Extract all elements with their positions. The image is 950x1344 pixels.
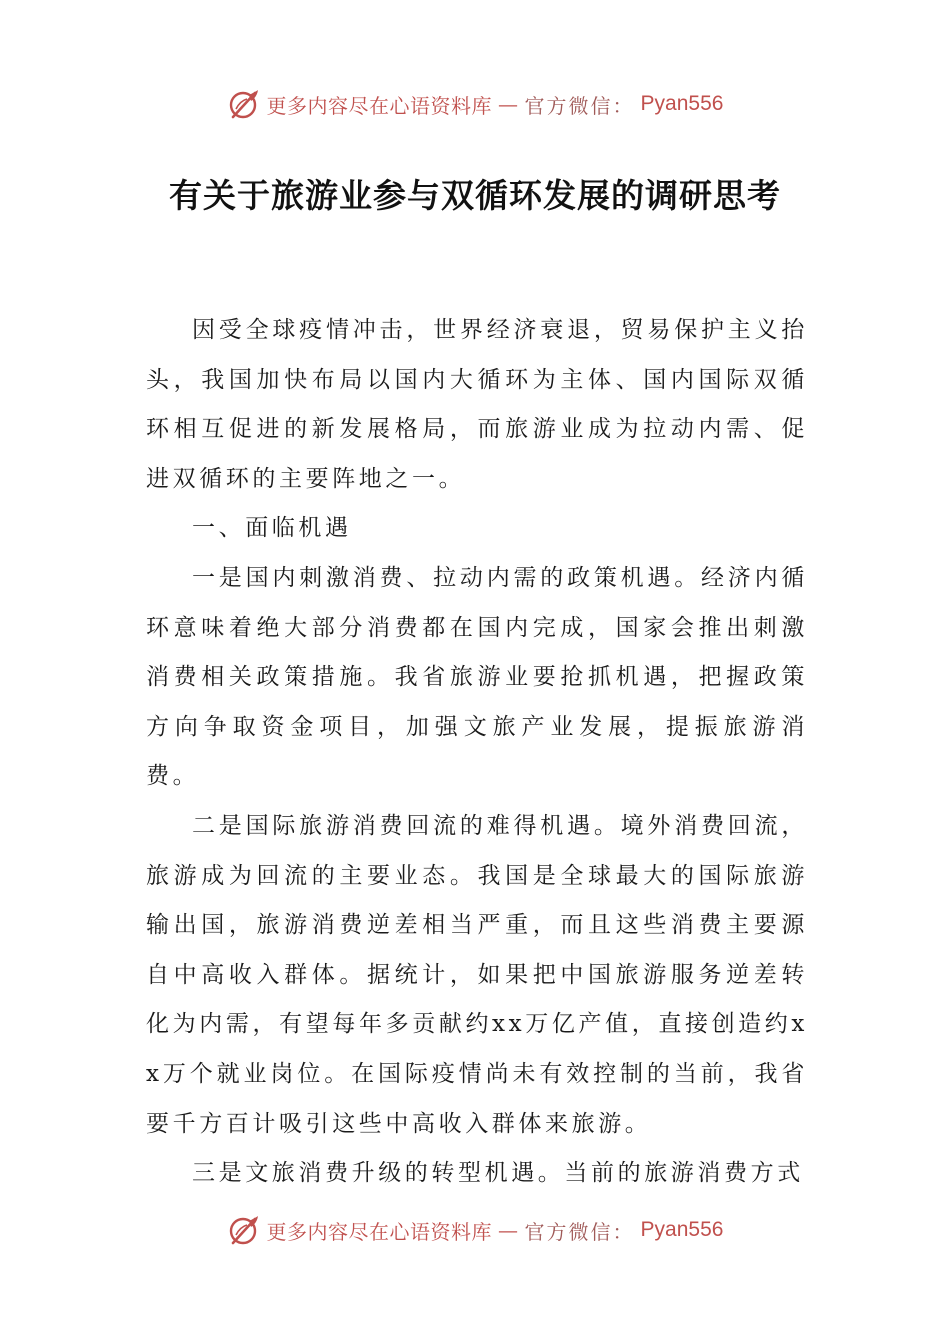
document-title: 有关于旅游业参与双循环发展的调研思考: [169, 176, 781, 215]
paragraph-opportunity-2: 二是国际旅游消费回流的难得机遇。境外消费回流，旅游成为回流的主要业态。我国是全球最大的国际旅游输出国，旅游消费逆差相当严重，而且这些消费主要源自中高收入群体。据统计，如果把中国旅游服务逆差转化为内需，有望每年多贡献约xx万亿产值，直接创造约xx万个就业岗位。在国际疫情尚未有效控制的当前，我省要千方百计吸引这些中高收入群体来旅游。: [146, 812, 808, 1137]
banner-wechat-label: 官方微信：: [524, 93, 635, 118]
section-heading-opportunities: 一、面临机遇: [192, 515, 352, 542]
paragraph-intro: 因受全球疫情冲击，世界经济衰退，贸易保护主义抬头，我国加快布局以国内大循环为主体、国内国际双循环相互促进的新发展格局，而旅游业成为拉动内需、促进双循环的主要阵地之一。: [146, 317, 808, 492]
footer-banner: [0, 1210, 950, 1250]
quill-logo-icon: [227, 87, 261, 121]
quill-logo-icon: [227, 1213, 261, 1247]
banner-wechat-id: Pyan556: [640, 92, 724, 115]
banner-dash: —: [498, 92, 519, 116]
document-body: [146, 306, 808, 1199]
banner-dash: —: [498, 1218, 519, 1242]
banner-wechat-id: Pyan556: [640, 1218, 724, 1241]
header-banner: [0, 84, 950, 124]
banner-wechat-label: 官方微信：: [524, 1219, 635, 1244]
banner-slogan: 更多内容尽在心语资料库: [266, 93, 493, 118]
paragraph-opportunity-3: 三是文旅消费升级的转型机遇。当前的旅游消费方式: [192, 1160, 804, 1187]
paragraph-opportunity-1: 一是国内刺激消费、拉动内需的政策机遇。经济内循环意味着绝大部分消费都在国内完成，国家会推出刺激消费相关政策措施。我省旅游业要抢抓机遇，把握政策方向争取资金项目，加强文旅产业发展，提振旅游消费。: [146, 564, 808, 790]
banner-slogan: 更多内容尽在心语资料库: [266, 1219, 493, 1244]
